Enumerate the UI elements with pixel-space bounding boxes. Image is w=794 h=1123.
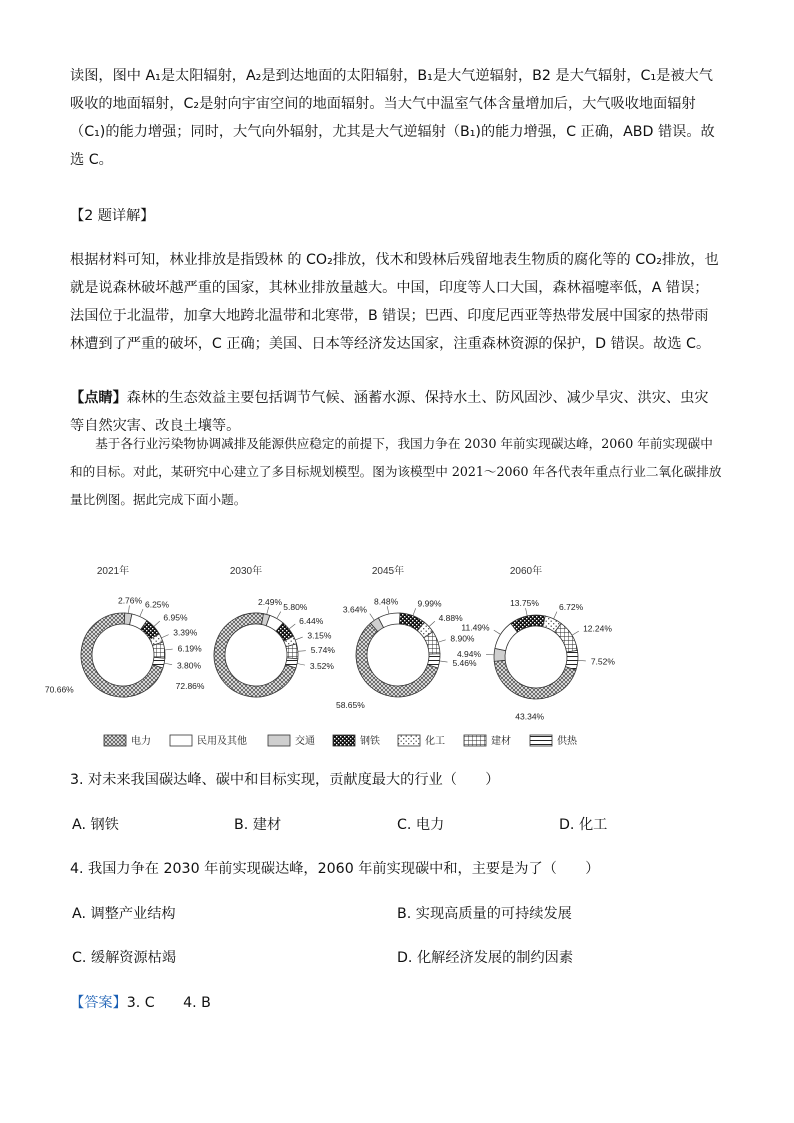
material-intro: 基于各行业污染物协调减排及能源供应稳定的前提下，我国力争在 2030 年前实现碳达峰，2060 年前实现碳中和的目标。对此，某研究中心建立了多目标规划模型。图为该模型中 2021～2060 年各代表年重点行业二氧化碳排放量比例图。据此完成下面小题。 [70,436,722,507]
legend-swatch [530,735,552,746]
donut-title: 2030年 [229,566,263,577]
q3-option-a[interactable]: A. 钢铁 [72,817,119,833]
data-label: 43.34% [515,711,545,722]
legend-label: 化工 [425,736,445,747]
leader-line [165,649,173,650]
q4-option-c[interactable]: C. 缓解资源枯竭 [72,950,177,966]
leader-line [413,608,416,615]
data-label: 12.24% [583,623,612,634]
data-label: 8.48% [374,596,399,607]
legend-label: 供热 [557,736,577,747]
leader-line [128,605,129,613]
donut-slice-建材 [286,644,298,659]
legend-swatch [398,735,420,746]
donut-slice-钢铁 [511,615,545,632]
data-label: 3.80% [176,660,202,671]
leader-line [554,612,557,619]
leader-line [494,630,501,634]
data-label: 9.99% [417,598,442,609]
data-label: 11.49% [461,622,490,633]
data-label: 2.76% [117,595,143,606]
donut-slice-建材 [152,642,165,658]
data-label: 6.19% [177,643,202,654]
leader-line [140,609,143,616]
q2-detail-heading: 【2 题详解】 [70,208,155,224]
leader-line [429,621,435,626]
data-label: 6.95% [163,612,188,623]
explanation-paragraph-2: 根据材料可知，林业排放是指毁林 的 CO₂排放，伐木和毁林后残留地表生物质的腐化等的 CO₂排放，也就是说森林破坏越严重的国家，其林业排放量越大。中国，印度等人口大国，森林福嚏率低，A 错误；法国位于北温带，加拿大地跨北温带和北寒带，B 错误；巴西、印度尼西亚等热带发展中国家的热带雨林遭到了严重的破坏，C 正确；美国、日本等经济发达国家，注重森林资源的保护，D 错误。故选 C。 [70,252,719,352]
data-label: 6.44% [299,615,324,626]
data-label: 4.94% [456,649,482,660]
emission-share-donut-charts [44,560,720,755]
data-label: 3.64% [342,604,367,615]
data-label: 3.39% [173,627,198,638]
donut-title: 2045年 [371,566,405,577]
legend-label: 建材 [491,736,511,747]
q3-option-c[interactable]: C. 电力 [397,817,445,833]
question-4-stem: 4. 我国力争在 2030 年前实现碳达峰，2060 年前实现碳中和，主要是为了（ ） [70,861,600,877]
explanation-paragraph-1: 读图，图中 A₁是太阳辐射，A₂是到达地面的太阳辐射，B₁是大气逆辐射，B2 是大气辐射，C₁是被大气吸收的地面辐射，C₂是射向宇宙空间的地面辐射。当大气中温室气体含量增加后，大气吸收地面辐射（C₁)的能力增强；同时，大气向外辐射，尤其是大气逆辐射（B₁)的能力增强，C 正确，ABD 错误。故选 C。 [70,68,715,168]
tip-label: 【点睛】 [70,390,127,406]
leader-line [297,663,305,665]
leader-line [370,614,375,621]
data-label: 2.49% [257,596,283,607]
legend-swatch [333,735,355,746]
donut-slice-供热 [565,650,578,670]
donut-slice-建材 [555,623,578,652]
leader-line [164,663,172,665]
leader-line [295,637,302,640]
legend-label: 民用及其他 [197,736,247,747]
data-label: 5.74% [310,645,335,656]
legend-label: 电力 [131,736,151,747]
donut-title: 2021年 [96,566,130,577]
leader-line [578,660,586,661]
q3-option-b[interactable]: B. 建材 [234,817,282,833]
q4-option-b[interactable]: B. 实现高质量的可持续发展 [397,906,572,922]
leader-line [277,612,281,619]
leader-line [298,651,306,652]
leader-line [440,661,448,662]
data-label: 3.15% [307,630,332,641]
leader-line [572,631,579,635]
data-label: 70.66% [44,684,74,695]
q3-option-d[interactable]: D. 化工 [559,817,608,833]
donut-slice-电力 [494,660,576,699]
legend-label: 交通 [295,736,315,747]
tip-text: 森林的生态效益主要包括调节气候、涵蓄水源、保持水土、防风固沙、减少旱灾、洪灾、虫灾等自然灾害、改良土壤等。 [70,390,709,434]
legend-swatch [268,735,290,746]
leader-line [289,624,295,629]
leader-line [438,640,446,642]
q4-option-d[interactable]: D. 化解经济发展的制约因素 [397,950,574,966]
leader-line [526,608,528,616]
question-3-stem: 3. 对未来我国碳达峰、碳中和目标实现，贡献度最大的行业（ ） [70,772,500,788]
leader-line [154,621,160,626]
data-label: 3.52% [309,661,334,672]
data-label: 4.88% [438,612,463,623]
leader-line [161,635,168,638]
data-label: 8.90% [450,633,475,644]
answer-line [70,992,211,1014]
data-label: 5.80% [283,602,308,613]
answer-label: 【答案】 [70,995,127,1011]
data-label: 72.86% [175,680,205,691]
legend-swatch [104,735,126,746]
legend-swatch [170,735,192,746]
data-label: 5.46% [452,657,477,668]
donut-title: 2060年 [509,566,543,577]
answer-text: 3. C 4. B [126,995,211,1011]
data-label: 7.52% [590,656,615,667]
data-label: 6.25% [144,599,170,610]
data-label: 58.65% [335,699,365,710]
data-label: 13.75% [510,598,539,609]
leader-line [387,606,389,614]
q4-option-a[interactable]: A. 调整产业结构 [72,906,176,922]
legend-label: 钢铁 [360,736,380,747]
legend-swatch [464,735,486,746]
data-label: 6.72% [559,602,584,613]
leader-line [267,607,269,615]
